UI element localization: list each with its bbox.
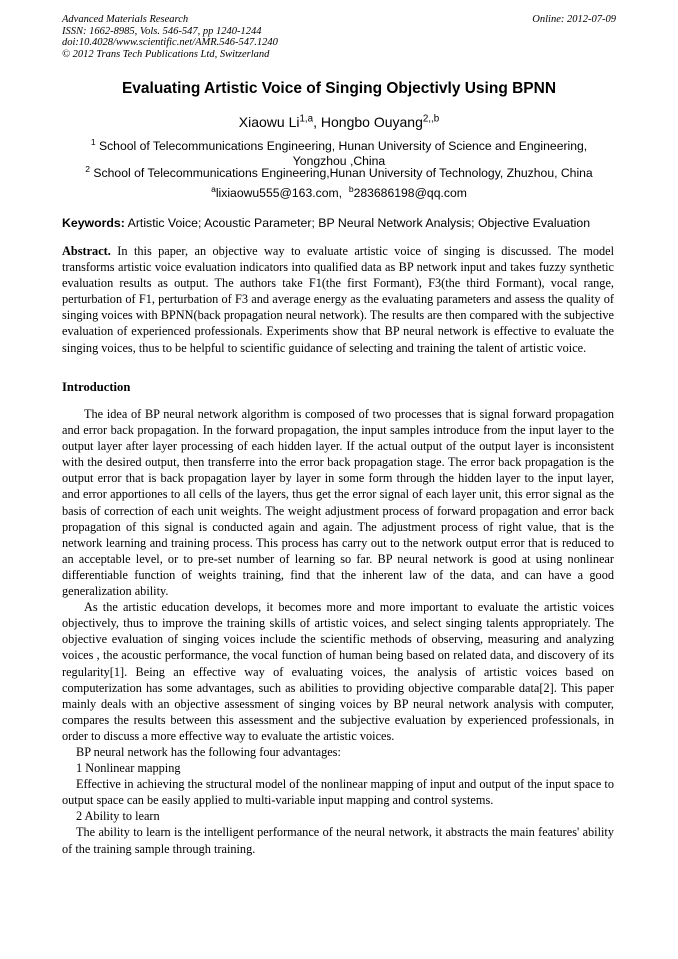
keywords <box>62 216 622 230</box>
affiliation-2-sup: 2 <box>85 163 91 174</box>
abstract-text: In this paper, an objective way to evaluate artistic voice of singing is discussed. The model transforms artistic voice evaluation indicators into qualified data as BP network input and takes fuzzy synthetic evaluation results as output. The authors take F1(the first Formant), F3(the third Formant), vocal range, perturbation of F1, perturbation of F3 and average energy as the evaluating parameters and assess the quality of singing voices with BPNN(back propagation neural network). The results are then compared with the subjective evaluation of experienced professionals. Experiments show that BP neural network is effective to evaluate the singing voices, thus to be helpful to scientific guidance of selecting and training the talent of artistic voice. <box>62 244 614 355</box>
affiliation-1 <box>62 136 616 169</box>
journal-header <box>62 14 616 60</box>
list-item-1: 1 Nonlinear mapping <box>76 761 181 776</box>
author-line <box>62 114 616 130</box>
keywords-label: Keywords: <box>62 216 125 230</box>
affiliation-1-line-2: Yongzhou ,China <box>292 154 386 168</box>
affiliation-1-text: School of Telecommunications Engineering, Hunan University of Science and Engineering, <box>95 139 588 153</box>
introduction-body <box>62 406 614 857</box>
paper-title: Evaluating Artistic Voice of Singing Objectivly Using BPNN <box>121 80 557 97</box>
author-separator: , <box>313 114 321 130</box>
email-line <box>62 183 616 200</box>
keywords-text: Artistic Voice; Acoustic Parameter; BP Neural Network Analysis; Objective Evaluation <box>124 216 591 230</box>
issn-line: ISSN: 1662-8985, Vols. 546-547, pp 1240-1244 <box>62 25 262 37</box>
email-a-sup: a <box>211 183 216 194</box>
list-item-2: 2 Ability to learn <box>76 809 160 824</box>
doi-line: doi:10.4028/www.scientific.net/AMR.546-547.1240 <box>62 37 278 49</box>
affiliation-1-line-1 <box>62 136 616 154</box>
email-b: 283686198@qq.com <box>353 186 467 200</box>
author-2-sup: 2,,b <box>422 113 440 125</box>
abstract-paragraph <box>62 243 614 356</box>
email-a: lixiaowu555@163.com, <box>215 186 343 200</box>
intro-paragraph-2: As the artistic education develops, it becomes more and more important to evaluate the artistic voices objectively, thus to improve the training skills of artistic voices, and select singing talents appropriately. The objective evaluation of singing voices include the scientific methods of observing, measuring and analyzing voices , the acoustic performance, the vocal function of human being based on related data, and discovery of its regularity[1]. Being an effective way of evaluating voices, the analysis of artistic voices based on computerization has some advantages, such as abilities to providing objective comparable data[2]. This paper mainly deals with an objective assessment of singing voices by BP neural network analysis with computer, compares the results between this assessment and the subjective evaluation by experienced professionals, in order to discuss a more effective way to evaluate the artistic voices. <box>62 600 614 743</box>
section-heading-introduction: Introduction <box>62 380 131 394</box>
journal-name: Advanced Materials Research <box>62 14 189 25</box>
intro-paragraph-4: Effective in achieving the structural model of the nonlinear mapping of input and output of the input space to output space can be easily applied to multi-variable input mapping and control systems. <box>62 777 614 808</box>
affiliation-2-text: School of Telecommunications Engineering,Hunan University of Technology, Zhuzhou, China <box>90 166 593 180</box>
intro-paragraph-1: The idea of BP neural network algorithm is composed of two processes that is signal forward propagation and error back propagation. In the forward propagation, the input samples introduce from the input layer to the output layer after layer processing of each hidden layer. If the actual output of the output layer is inconsistent with the desired output, then transferre into the error back propagation stage. The error back propagation is the output error that is back propagation layer by layer in some form through the hidden layer to the input layer, and error apportiones to all cells of the layers, thus get the error signal of each layer unit, this error signal as the basis of correction of each unit weights. The weight adjustment process of forward propagation and error back propagation of this signal is conducted again and again. The adjustment process of right value, that is the network learning and training process. This process has carry out to the network output error that is reduced to an acceptable level, or to pre-set number of learning so far. BP neural network is good at using nonlinear differentiable function of weights training, find that the inherent law of the data, and can have a good generalization ability. <box>62 407 614 599</box>
author-1-name: Xiaowu Li <box>238 114 300 130</box>
online-date: Online: 2012-07-09 <box>532 14 616 25</box>
author-1-sup: 1,a <box>299 113 314 125</box>
affiliation-1-sup: 1 <box>90 136 96 147</box>
email-b-sup: b <box>348 183 354 194</box>
author-2-name: Hongbo Ouyang <box>320 114 423 130</box>
intro-paragraph-3: BP neural network has the following four advantages: <box>76 744 341 759</box>
abstract <box>62 243 614 356</box>
copyright-line: © 2012 Trans Tech Publications Ltd, Switzerland <box>62 48 270 60</box>
abstract-label: Abstract. <box>62 244 111 258</box>
intro-paragraph-5: The ability to learn is the intelligent performance of the neural network, it abstracts the main features' ability of the training sample through training. <box>62 825 614 856</box>
affiliation-2 <box>62 163 616 181</box>
